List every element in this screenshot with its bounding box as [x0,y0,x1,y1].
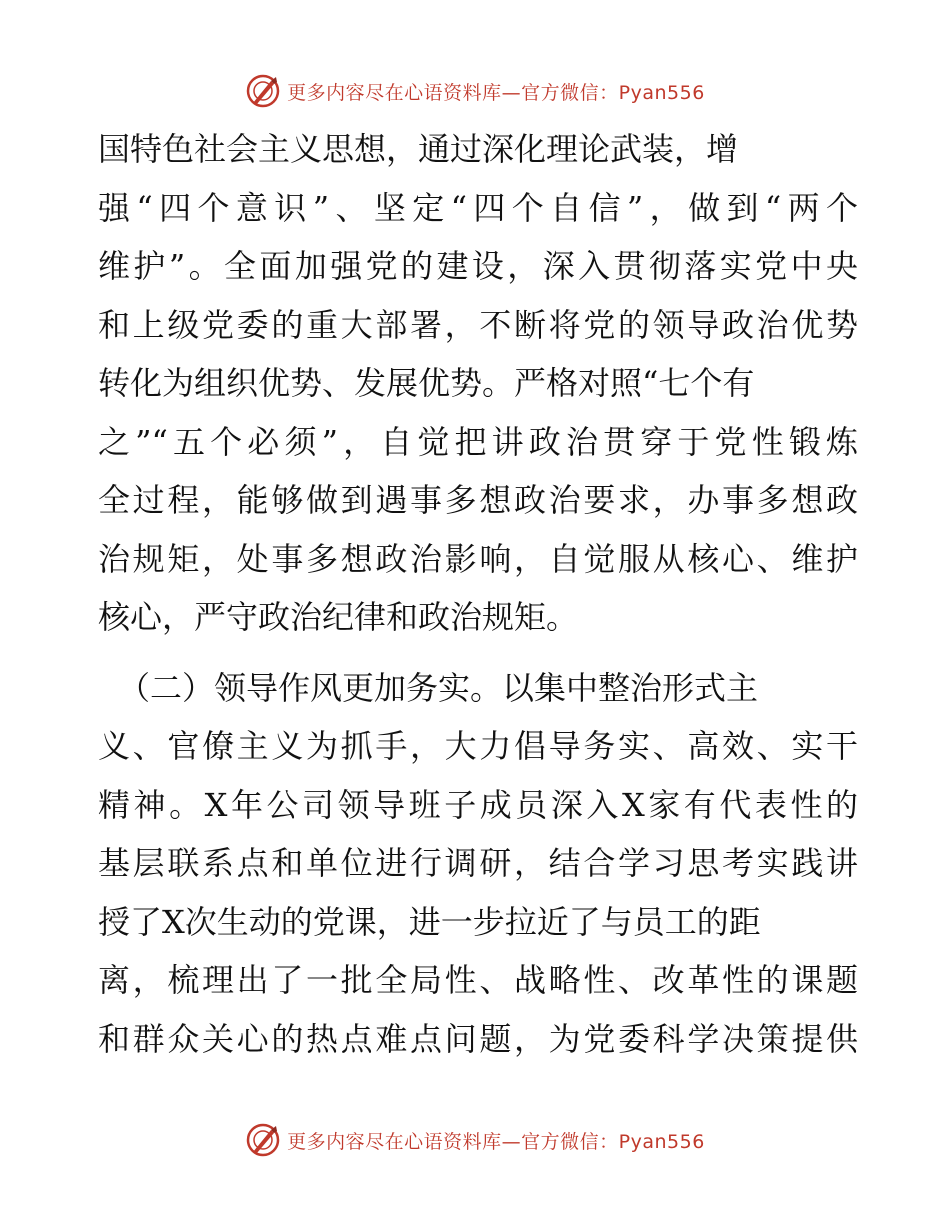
text-line: 基层联系点和单位进行调研，结合学习思考实践讲 [98,844,858,882]
text-line: 离，梳理出了一批全局性、战略性、改革性的课题 [98,961,858,999]
text-line: （二）领导作风更加务实。以集中整治形式主 [118,668,759,707]
text-line: 维护”。全面加强党的建设，深入贯彻落实党中央 [98,247,858,285]
text-line: 核心，严守政治纪律和政治规矩。 [98,598,579,636]
text-line: 精神。X年公司领导班子成员深入X家有代表性的 [98,785,858,824]
text-line: 强“四个意识”、坚定“四个自信”，做到“两个 [98,188,858,227]
document-body [98,120,858,1068]
paragraph-spacer [98,647,858,659]
text-line: 和上级党委的重大部署，不断将党的领导政治优势 [98,305,858,344]
quill-logo-icon [245,73,281,109]
text-line: 义、官僚主义为抓手，大力倡导务实、高效、实干 [98,727,858,765]
header-watermark [0,71,950,111]
paragraph-1 [98,120,858,647]
text-line: 转化为组织优势、发展优势。严格对照“七个有 [98,364,755,402]
watermark-text: 更多内容尽在心语资料库—官方微信：Pyan556 [287,1130,705,1153]
text-line: 之”“五个必须”，自觉把讲政治贯穿于党性锻炼 [98,422,858,461]
quill-logo-icon [245,1122,281,1158]
watermark-text: 更多内容尽在心语资料库—官方微信：Pyan556 [287,81,705,104]
text-line: 授了X次生动的党课，进一步拉近了与员工的距 [98,902,761,941]
text-line: 全过程，能够做到遇事多想政治要求，办事多想政 [98,481,858,519]
text-line: 国特色社会主义思想，通过深化理论武装，增 [98,130,739,168]
text-line: 和群众关心的热点难点问题，为党委科学决策提供 [98,1019,858,1058]
footer-watermark [0,1120,950,1160]
paragraph-2 [98,659,858,1069]
text-line: 治规矩，处事多想政治影响，自觉服从核心、维护 [98,539,858,578]
